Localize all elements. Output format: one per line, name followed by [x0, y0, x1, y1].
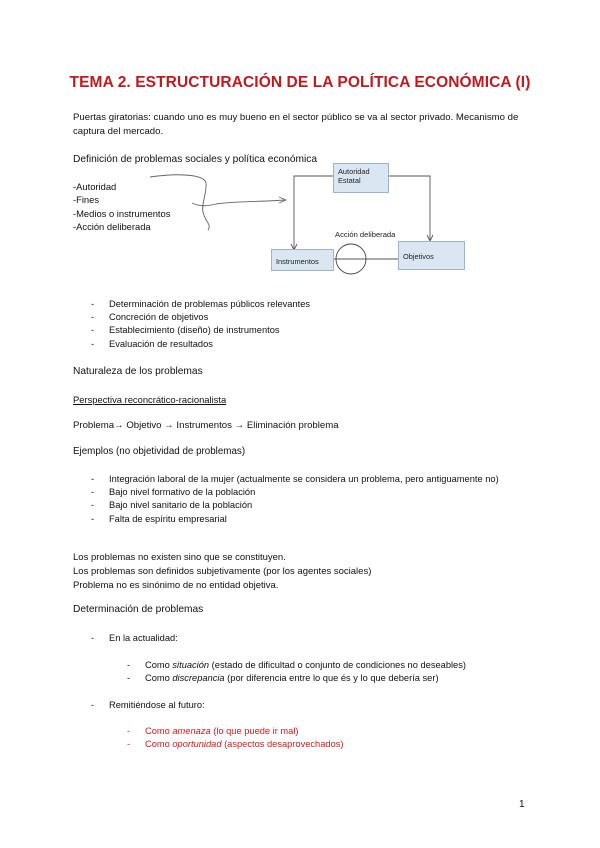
box-instrumentos-label: Instrumentos	[276, 257, 319, 266]
list-item: - Remitiéndose al futuro:	[73, 699, 533, 712]
item-suffix: (estado de dificultad o conjunto de condiciones no deseables)	[209, 660, 466, 670]
box-objetivos-label: Objetivos	[403, 252, 434, 261]
item-suffix: (por diferencia entre lo que és y lo que debería ser)	[224, 673, 439, 684]
item-prefix: Como	[145, 660, 173, 670]
definition-item: -Medios o instrumentos	[73, 207, 171, 219]
box-objetivos	[398, 241, 465, 270]
intro-paragraph: Puertas giratorias: cuando uno es muy bueno en el sector público se va al sector privado. Mecanismo de captura del mercado.	[73, 112, 519, 137]
item-suffix: (lo que puede ir mal)	[210, 726, 299, 736]
definition-item: -Fines	[73, 194, 100, 206]
list-item: - Bajo nivel formativo de la población	[73, 486, 533, 499]
list-item: - Establecimiento (diseño) de instrumentos	[73, 324, 533, 337]
list-item: - Integración laboral de la mujer (actualmente se considera un problema, pero antiguamente no)	[73, 473, 533, 486]
definition-item: -Acción deliberada	[73, 221, 151, 233]
item-suffix: (aspectos desaprovechados)	[221, 739, 344, 750]
futuro-list	[73, 699, 533, 712]
item-term: amenaza	[172, 726, 211, 736]
list-item	[73, 672, 533, 685]
statement-line: Los problemas no existen sino que se constituyen.	[73, 552, 286, 563]
list-item: - Determinación de problemas públicos relevantes	[73, 298, 533, 311]
list-item: - Evaluación de resultados	[73, 338, 533, 351]
arrow-head	[279, 197, 286, 203]
list-item: - Concreción de objetivos	[73, 311, 533, 324]
item-prefix: Como	[145, 726, 173, 736]
item-prefix: Como	[145, 673, 173, 684]
naturaleza-heading: Naturaleza de los problemas	[73, 366, 203, 377]
box-autoridad-label: Autoridad Estatal	[338, 167, 370, 185]
futuro-sublist	[73, 725, 533, 751]
determinacion-heading: Determinación de problemas	[73, 604, 204, 615]
list-item	[73, 738, 533, 751]
item-term: oportunidad	[172, 739, 222, 750]
list-item: - En la actualidad:	[73, 632, 533, 645]
statements-block	[73, 551, 528, 592]
steps-list	[73, 298, 533, 351]
page-number: 1	[519, 799, 525, 810]
definition-item: -Autoridad	[73, 181, 117, 192]
ejemplos-heading: Ejemplos (no objetividad de problemas)	[73, 446, 246, 457]
item-prefix: Como	[145, 739, 173, 750]
definition-list	[73, 180, 170, 234]
definition-heading: Definición de problemas sociales y política económica	[73, 154, 318, 165]
item-term: discrepancia	[172, 673, 225, 684]
list-item	[73, 659, 533, 672]
actualidad-list	[73, 632, 533, 645]
perspectiva-heading: Perspectiva reconcrático-racionalista	[73, 394, 227, 405]
page-title: TEMA 2. ESTRUCTURACIÓN DE LA POLÍTICA ECONÓMICA (I)	[69, 74, 531, 91]
list-item: - Falta de espíritu empresarial	[73, 513, 533, 526]
action-ellipse	[336, 244, 366, 274]
flow-text: Problema→ Objetivo → Instrumentos → Eliminación problema	[73, 420, 339, 431]
statement-line: Los problemas son definidos subjetivamente (por los agentes sociales)	[73, 565, 372, 577]
box-instrumentos	[271, 249, 334, 271]
actualidad-sublist	[73, 659, 533, 685]
ejemplos-list	[73, 473, 533, 526]
bracket-sketch	[192, 200, 284, 206]
list-item: - Bajo nivel sanitario de la población	[73, 499, 533, 512]
statement-line: Problema no es sinónimo de no entidad objetiva.	[73, 579, 279, 591]
item-term: situación	[172, 660, 210, 670]
action-label: Acción deliberada	[335, 230, 396, 239]
list-item	[73, 725, 533, 738]
connector-line	[294, 176, 333, 249]
box-autoridad	[333, 163, 389, 193]
